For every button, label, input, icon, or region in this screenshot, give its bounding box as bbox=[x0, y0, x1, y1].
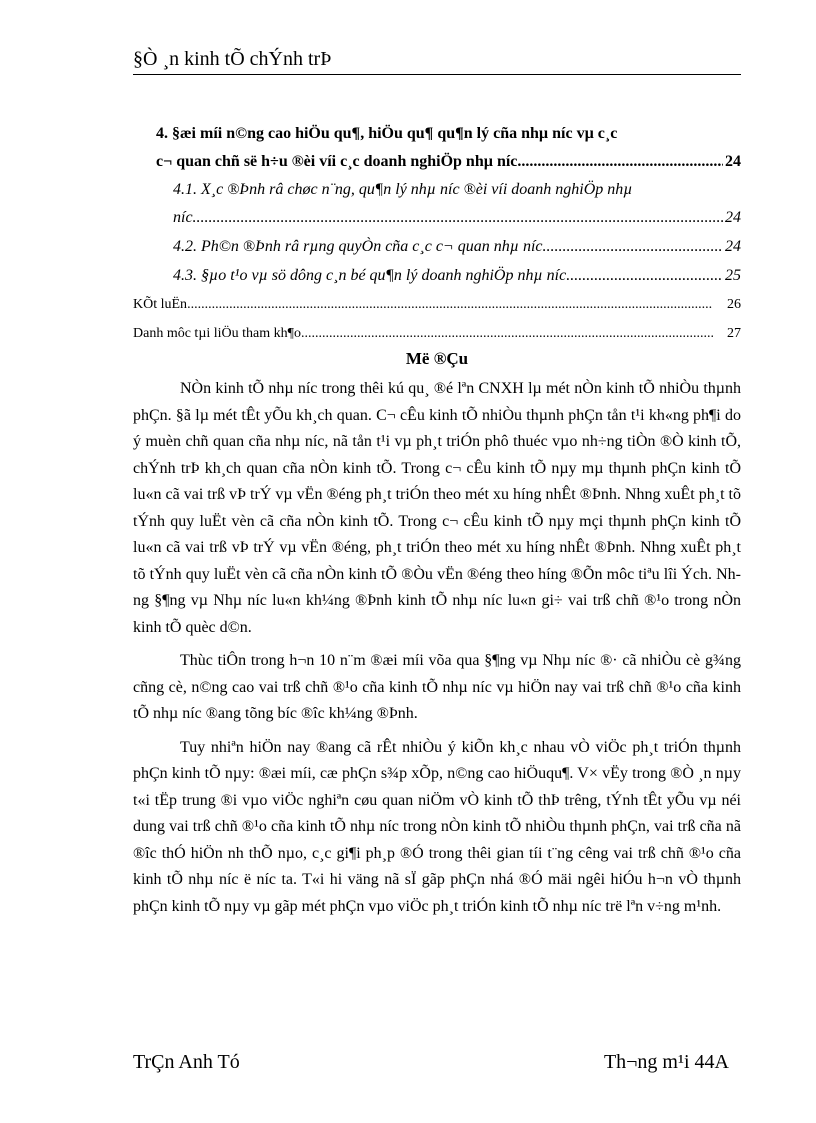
toc-item-4-page: 24 bbox=[725, 153, 741, 170]
toc-leader bbox=[193, 204, 723, 232]
body-text bbox=[133, 376, 741, 927]
toc-references bbox=[133, 319, 741, 348]
toc-item-4-1-text: 4.1. X¸c ®Þnh râ chøc n¨ng, qu¶n lý nhµ níc ®èi víi doanh nghiÖp nhµ bbox=[173, 181, 633, 198]
toc-item-4-1-line2 bbox=[133, 204, 741, 232]
page-footer bbox=[133, 1051, 741, 1074]
toc-leader bbox=[546, 232, 723, 261]
page-header: §Ò ¸n kinh tÕ chÝnh trÞ bbox=[133, 48, 741, 75]
section-title: Më ®Çu bbox=[405, 349, 469, 368]
toc-item-4-line2 bbox=[133, 148, 741, 176]
toc-references-page: 27 bbox=[727, 326, 741, 341]
toc-item-4-2-page: 24 bbox=[725, 238, 741, 255]
toc-conclusion-page: 26 bbox=[727, 297, 741, 312]
toc-item-4-text: 4. §æi míi n©ng cao hiÖu qu¶, hiÖu qu¶ qu¶n lý cña nhµ níc vµ c¸c bbox=[156, 125, 618, 142]
toc-leader bbox=[187, 290, 713, 319]
toc-leader bbox=[305, 319, 714, 348]
toc-item-4-2-text: 4.2. Ph©n ®Þnh râ rµng quyÒn cña c¸c c¬ quan nhµ níc. bbox=[173, 238, 547, 255]
paragraph: Tuy nhiªn hiÖn nay ®ang cã rÊt nhiÒu ý kiÕn kh¸c nhau vÒ viÖc ph¸t triÓn thµnh phÇn kinh tÕ nµy: ®æi míi, cæ phÇn s¾p xÕp, n©ng cao hiÖuqu¶. V× vËy trong ®Ò ¸n nµy t«i tËp trung ®i vµo viÖc nghiªn cøu quan niÖm vÒ kinh tÕ thÞ trêng, tÝnh tÊt yÕu vµ néi dung vai trß chñ ®¹o cña kinh tÕ nhµ níc trong nÒn kinh tÕ nhiÒu thµnh phÇn, vai trß cña nã ®îc thÓ hiÖn nh thÕ nµo, c¸c gi¶i ph¸p ®Ó trong thêi gian tíi t¨ng cêng vai trß chñ ®¹o cña kinh tÕ nhµ níc ë níc ta. T«i hi väng nã sÏ gãp phÇn nhá ®Ó mäi ngêi hiÓu h¬n vÒ thµnh phÇn kinh tÕ nµy vµ gãp mét phÇn vµo viÖc ph¸t triÓn kinh tÕ nhµ níc trë lªn v÷ng m¹nh. bbox=[133, 738, 741, 915]
paragraph: NÒn kinh tÕ nhµ níc trong thêi kú qu¸ ®é lªn CNXH lµ mét nÒn kinh tÕ nhiÒu thµnh phÇn. §ã lµ mét tÊt yÕu kh¸ch quan. C¬ cÊu kinh tÕ nhiÒu thµnh phÇn tån t¹i kh«ng ph¶i do ý muèn chñ quan cña nhµ níc, nã tån t¹i vµ ph¸t triÓn phô thuéc vµo nh÷ng tiÒn ®Ò kinh tÕ, chÝnh trÞ kh¸ch quan cña nÒn kinh tÕ. Trong c¬ cÊu kinh tÕ nµy mµ thµnh phÇn kinh tÕ lu«n cã vai trß vÞ trÝ vµ vËn ®éng ph¸t triÓn theo mét xu híng nhÊt ®Þnh. Nhng xuÊt ph¸t tõ tÝnh quy luËt vèn cã cña nÒn kinh tÕ. Trong c¬ cÊu kinh tÕ nµy mçi thµnh phÇn kinh tÕ lu«n cã vai trß vÞ trÝ vµ vËn ®éng, ph¸t triÓn theo mét xu híng nhÊt ®Þnh. Nhng xuÊt ph¸t tõ tÝnh quy luËt vèn cã cña nÒn kinh tÕ ®Òu vËn ®éng theo híng ®Õn môc tiªu lîi Ých. Nhng §¶ng vµ Nhµ níc lu«n kh¼ng ®Þnh kinh tÕ nhµ níc lu«n gi÷ vai trß chñ ®¹o trong nÒn kinh tÕ quèc d©n. bbox=[133, 380, 741, 636]
toc-leader bbox=[521, 148, 723, 176]
toc-item-4-1-text-cont: níc bbox=[173, 209, 193, 226]
toc-item-4-3 bbox=[133, 261, 741, 290]
toc-conclusion-text: KÕt luËn bbox=[133, 297, 188, 312]
toc-item-4-line1 bbox=[133, 120, 741, 148]
toc-item-4-3-page: 25 bbox=[725, 267, 741, 284]
paragraph: Thùc tiÔn trong h¬n 10 n¨m ®æi míi võa qua §¶ng vµ Nhµ níc ®· cã nhiÒu cè g¾ng cñng cè, n©ng cao vai trß chñ ®¹o cña kinh tÕ nhµ níc vµ hiÖn nay vai trß chñ ®¹o cña kinh tÕ nhµ níc ®ang tõng bíc ®îc kh¼ng ®Þnh. bbox=[133, 652, 741, 722]
toc-item-4-text-cont: c¬ quan chñ së h÷u ®èi víi c¸c doanh nghiÖp nhµ níc. bbox=[156, 153, 522, 170]
toc-item-4-1-page: 24 bbox=[725, 209, 741, 226]
toc-references-text: Danh môc tµi liÖu tham kh¶o. bbox=[133, 326, 305, 341]
toc-item-4-2 bbox=[133, 232, 741, 261]
toc-item-4-3-text: 4.3. §µo t¹o vµ sö dông c¸n bé qu¶n lý doanh nghiÖp nhµ níc. bbox=[173, 267, 571, 284]
table-of-contents bbox=[133, 120, 741, 348]
toc-item-4-1-line1 bbox=[133, 176, 741, 204]
toc-leader bbox=[570, 261, 723, 290]
toc-conclusion bbox=[133, 290, 741, 319]
footer-author: TrÇn Anh Tó bbox=[133, 1051, 240, 1073]
footer-class: Th¬ng m¹i 44A bbox=[603, 1051, 729, 1073]
